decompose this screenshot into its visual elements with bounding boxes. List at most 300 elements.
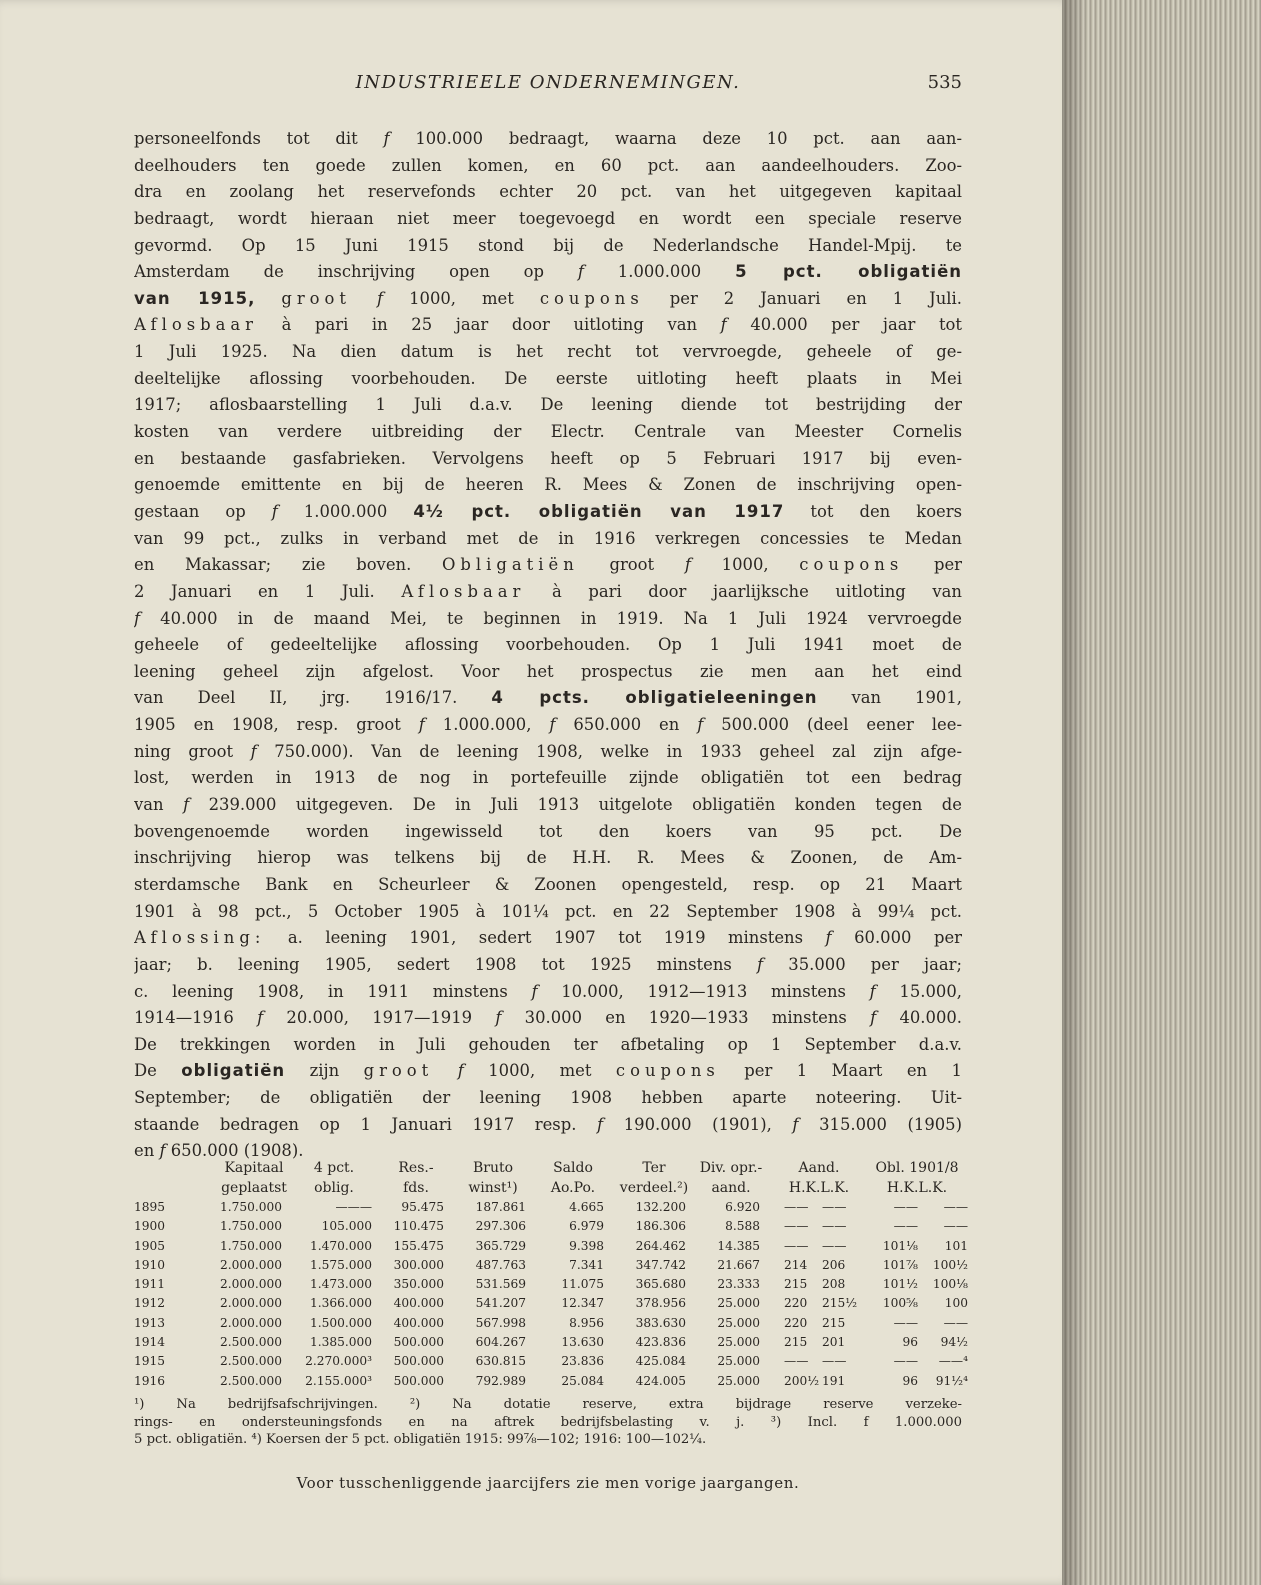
table-header-cell: fds. xyxy=(403,1180,429,1196)
table-cell: 541.207 xyxy=(475,1296,526,1311)
table-cell: 21.667 xyxy=(717,1257,760,1272)
text-run: 20.000, 1917—1919 xyxy=(263,1008,496,1028)
body-line xyxy=(134,712,962,739)
text-run: bovengenoemde worden ingewisseld tot den koers van 95 pct. De xyxy=(134,821,962,841)
table-cell: 96 xyxy=(902,1373,918,1388)
year-cell: 1914 xyxy=(134,1335,166,1350)
body-line xyxy=(134,259,962,286)
body-line xyxy=(134,606,962,633)
text-run: 1905 en 1908, resp. groot xyxy=(134,715,419,735)
text-run xyxy=(351,289,377,308)
florin-sign: f xyxy=(383,129,390,148)
table-cell: 378.956 xyxy=(635,1296,686,1311)
text-run: 500.000 (deel eener lee- xyxy=(703,715,962,735)
table-cell: 101½ xyxy=(882,1277,918,1292)
table-cell: —— xyxy=(893,1354,918,1369)
body-line xyxy=(134,153,962,180)
table-cell: 91½⁴ xyxy=(935,1373,968,1388)
table-cell: ——⁴ xyxy=(938,1354,968,1369)
text-run: leening geheel zijn afgelost. Voor het prospectus zie men aan het eind xyxy=(134,661,962,681)
text-run: van 1901, xyxy=(817,688,962,708)
table-cell: —— xyxy=(822,1238,847,1253)
text-run: 60.000 per xyxy=(831,928,962,948)
bold-term: 4½ pct. obligatiën van 1917 xyxy=(413,501,785,521)
text-run: geheele of gedeeltelijke aflossing voorbehouden. Op 1 Juli 1941 moet de xyxy=(134,635,962,655)
page-edges xyxy=(1062,0,1261,1585)
body-line xyxy=(134,579,962,606)
text-run: 315.000 (1905) xyxy=(798,1114,962,1134)
table-header-row xyxy=(134,1160,966,1180)
text-run: inschrijving hierop was telkens bij de H.H. R. Mees & Zoonen, de Am- xyxy=(134,848,962,868)
table-cell: 792.989 xyxy=(475,1373,526,1388)
table-cell: 2.155.000³ xyxy=(305,1373,372,1388)
table-cell: 424.005 xyxy=(635,1373,686,1388)
table-cell: 13.630 xyxy=(561,1335,604,1350)
table-cell: 110.475 xyxy=(393,1219,444,1234)
table-cell: 201 xyxy=(822,1335,846,1350)
body-text xyxy=(134,126,962,1165)
florin-sign: f xyxy=(684,555,691,575)
table-cell: 347.742 xyxy=(635,1257,686,1272)
table-cell: 25.000 xyxy=(717,1373,760,1388)
table-header-cell: Ao.Po. xyxy=(550,1180,596,1196)
table-cell: 220 xyxy=(784,1315,808,1330)
text-run: tot den koers xyxy=(784,501,962,521)
table-header-cell: geplaatst xyxy=(221,1180,287,1196)
text-run: 190.000 (1901), xyxy=(603,1114,793,1134)
text-run: per 1 Maart en 1 xyxy=(719,1061,962,1081)
table-cell: —— xyxy=(822,1354,847,1369)
table-cell: 604.267 xyxy=(475,1335,526,1350)
table-cell: 215 xyxy=(784,1335,808,1350)
spaced-term: coupons xyxy=(799,555,904,575)
table-cell: 300.000 xyxy=(393,1257,444,1272)
table-cell: 215 xyxy=(784,1277,808,1292)
florin-sign: f xyxy=(549,715,556,735)
table-header-cell: Bruto xyxy=(472,1160,514,1176)
text-run: September; de obligatiën der leening 1908 hebben aparte noteering. Uit- xyxy=(134,1088,962,1108)
year-cell: 1916 xyxy=(134,1373,166,1388)
table-cell: 215 xyxy=(822,1315,846,1330)
text-run xyxy=(255,289,281,308)
florin-sign: f xyxy=(183,795,190,815)
body-line xyxy=(134,126,962,153)
text-run: 239.000 uitgegeven. De in Juli 1913 uitgelote obligatiën konden tegen de xyxy=(189,795,962,815)
florin-sign: f xyxy=(869,981,876,1001)
body-line xyxy=(134,952,962,979)
running-title: INDUSTRIEELE ONDERNEMINGEN. xyxy=(355,72,741,93)
text-run xyxy=(433,1061,457,1080)
text-run: à pari door jaarlijksche uitloting van xyxy=(525,581,962,601)
spaced-term: coupons xyxy=(539,288,644,308)
table-cell: 6.920 xyxy=(725,1200,760,1214)
text-run: 1.000.000 xyxy=(277,501,414,521)
table-row xyxy=(134,1277,966,1296)
table-cell: 23.836 xyxy=(561,1354,604,1369)
text-run: 650.000 en xyxy=(555,715,698,735)
table-row xyxy=(134,1335,966,1354)
table-cell: 8.956 xyxy=(569,1315,604,1330)
year-cell: 1900 xyxy=(134,1219,166,1234)
body-line xyxy=(134,446,962,473)
table-header-cell: H.K.L.K. xyxy=(788,1180,850,1196)
text-run: 750.000). Van de leening 1908, welke in 1933 geheel zal zijn afge- xyxy=(256,741,962,761)
body-line xyxy=(134,1112,962,1139)
text-run: 1901 à 98 pct., 5 October 1905 à 101¼ pct. en 22 September 1908 à 99¼ pct. xyxy=(134,901,962,921)
text-run: lost, werden in 1913 de nog in portefeuille zijnde obligatiën tot een bedrag xyxy=(134,768,962,788)
florin-sign: f xyxy=(250,741,257,761)
florin-sign: f xyxy=(377,288,384,308)
table-header-cell: winst¹) xyxy=(468,1180,518,1196)
table-cell: 101⅛ xyxy=(882,1238,918,1253)
table-cell: 25.000 xyxy=(717,1315,760,1330)
table-cell: 101 xyxy=(944,1238,968,1253)
table-row xyxy=(134,1354,966,1373)
text-run: 35.000 per jaar; xyxy=(763,954,962,974)
body-line xyxy=(134,765,962,792)
text-run: 1917; aflosbaarstelling 1 Juli d.a.v. De leening diende tot bestrijding der xyxy=(134,395,962,415)
body-line xyxy=(134,792,962,819)
spaced-term: Aflosbaar xyxy=(134,315,259,335)
table-cell: 4.665 xyxy=(569,1200,604,1214)
table-cell: 1.750.000 xyxy=(219,1200,282,1214)
body-line xyxy=(134,925,962,952)
florin-sign: f xyxy=(271,501,278,521)
body-line xyxy=(134,233,962,260)
table-cell: 1.366.000 xyxy=(309,1296,372,1311)
table-cell: 95.475 xyxy=(401,1200,444,1214)
table-cell: 9.398 xyxy=(569,1238,604,1253)
footnote-line: ¹) Na bedrijfsafschrijvingen. ²) Na dotatie reserve, extra bijdrage reserve verzeke- xyxy=(134,1397,962,1412)
body-line xyxy=(134,472,962,499)
table-cell: 100⅛ xyxy=(932,1277,968,1292)
text-run: à pari in 25 jaar door uitloting van xyxy=(258,315,721,335)
text-run: staande bedragen op 1 Januari 1917 resp. xyxy=(134,1114,598,1134)
florin-sign: f xyxy=(257,1008,264,1028)
text-run: dra en zoolang het reservefonds echter 20 pct. van het uitgegeven kapitaal xyxy=(134,182,962,202)
table-cell: 400.000 xyxy=(393,1315,444,1330)
table-row xyxy=(134,1200,966,1219)
table-cell: 2.500.000 xyxy=(219,1335,282,1350)
text-run: genoemde emittente en bij de heeren R. Mees & Zonen de inschrijving open- xyxy=(134,475,962,495)
table-cell: 1.750.000 xyxy=(219,1219,282,1234)
spaced-term: groot xyxy=(363,1061,434,1081)
table-cell: 2.000.000 xyxy=(219,1296,282,1311)
body-line xyxy=(134,739,962,766)
table-cell: —— xyxy=(943,1315,968,1330)
table-row xyxy=(134,1239,966,1258)
table-header-cell: 4 pct. xyxy=(313,1160,355,1176)
text-run: De trekkingen worden in Juli gehouden ter afbetaling op 1 September d.a.v. xyxy=(134,1034,962,1054)
spaced-term: Aflosbaar xyxy=(401,581,526,601)
table-cell: 100⅝ xyxy=(882,1296,918,1311)
text-run: sterdamsche Bank en Scheurleer & Zoonen opengesteld, resp. op 21 Maart xyxy=(134,874,962,894)
text-run: 650.000 (1908). xyxy=(165,1141,304,1161)
text-run: 30.000 en 1920—1933 minstens xyxy=(501,1008,871,1028)
body-line xyxy=(134,632,962,659)
body-line xyxy=(134,392,962,419)
table-cell: 264.462 xyxy=(635,1238,686,1253)
table-cell: 350.000 xyxy=(393,1277,444,1292)
footnote-line: rings- en ondersteuningsfonds en na aftrek bedrijfsbelasting v. j. ³) Incl. f 1.000.000 xyxy=(134,1414,962,1430)
text-run: van xyxy=(134,795,184,815)
year-cell: 1915 xyxy=(134,1354,166,1369)
table-cell: 365.680 xyxy=(635,1277,686,1292)
table-cell: 105.000 xyxy=(321,1219,372,1234)
table-cell: 531.569 xyxy=(475,1277,526,1292)
body-line xyxy=(134,206,962,233)
table-header-cell: Saldo xyxy=(553,1160,593,1176)
text-run: bedraagt, wordt hieraan niet meer toegevoegd en wordt een speciale reserve xyxy=(134,208,962,228)
table-cell: 1.750.000 xyxy=(219,1238,282,1253)
body-line xyxy=(134,179,962,206)
body-line xyxy=(134,1085,962,1112)
bold-term: obligatiën xyxy=(181,1061,286,1081)
year-cell: 1910 xyxy=(134,1257,166,1272)
table-cell: 208 xyxy=(822,1277,846,1292)
text-run: 1.000.000 xyxy=(583,262,736,282)
table-cell: —— xyxy=(943,1200,968,1214)
table-cell: 186.306 xyxy=(635,1219,686,1234)
body-line xyxy=(134,1032,962,1059)
text-run: en Makassar; zie boven. xyxy=(134,555,442,575)
florin-sign: f xyxy=(825,928,832,948)
table-cell: 2.500.000 xyxy=(219,1373,282,1388)
table-cell: 132.200 xyxy=(635,1200,686,1214)
table-cell: 200½ xyxy=(784,1373,820,1388)
table-cell: 383.630 xyxy=(635,1315,686,1330)
bold-term: 4 pcts. obligatieleeningen xyxy=(491,688,818,708)
year-cell: 1895 xyxy=(134,1200,166,1214)
body-line xyxy=(134,499,962,526)
text-run: en xyxy=(134,1141,160,1161)
table-cell: —— xyxy=(893,1200,918,1214)
table-header-cell: verdeel.²) xyxy=(619,1180,689,1196)
table-cell: 155.475 xyxy=(393,1238,444,1253)
table-cell: 101⅞ xyxy=(882,1257,918,1272)
text-run: deelhouders ten goede zullen komen, en 60 pct. aan aandeelhouders. Zoo- xyxy=(134,155,962,175)
running-head xyxy=(134,72,962,102)
text-run: gevormd. Op 15 Juni 1915 stond bij de Nederlandsche Handel-Mpij. te xyxy=(134,235,962,255)
table-cell: —— xyxy=(822,1200,847,1214)
text-run: De xyxy=(134,1061,182,1081)
table-cell: ——— xyxy=(335,1200,372,1214)
table-cell: 2.270.000³ xyxy=(305,1354,372,1369)
table-header-cell: Div. opr.- xyxy=(699,1160,763,1176)
text-run: a. leening 1901, sedert 1907 tot 1919 minstens xyxy=(265,928,826,948)
text-run: personeelfonds tot dit xyxy=(134,129,384,148)
table-cell: 1.470.000 xyxy=(309,1238,372,1253)
body-line xyxy=(134,552,962,579)
bold-term: 5 pct. obligatiën xyxy=(735,262,962,282)
text-run: gestaan op xyxy=(134,501,272,521)
text-run: en bestaande gasfabrieken. Vervolgens heeft op 5 Februari 1917 bij even- xyxy=(134,448,962,468)
body-line xyxy=(134,979,962,1006)
body-line xyxy=(134,312,962,339)
florin-sign: f xyxy=(757,954,764,974)
table-cell: —— xyxy=(784,1354,809,1369)
florin-sign: f xyxy=(134,608,141,628)
table-cell: 2.000.000 xyxy=(219,1257,282,1272)
florin-sign: f xyxy=(418,715,425,735)
table-cell: 2.000.000 xyxy=(219,1315,282,1330)
table-cell: 365.729 xyxy=(475,1238,526,1253)
florin-sign: f xyxy=(697,715,704,735)
table-cell: 500.000 xyxy=(393,1373,444,1388)
table-cell: 1.473.000 xyxy=(309,1277,372,1292)
table-cell: 8.588 xyxy=(725,1219,760,1234)
text-run: 1000, xyxy=(690,555,800,575)
bold-term: van 1915, xyxy=(134,288,256,308)
table-cell: —— xyxy=(893,1219,918,1234)
table-header-cell: Kapitaal xyxy=(224,1160,284,1176)
closing-note: Voor tusschenliggende jaarcijfers zie men vorige jaargangen. xyxy=(296,1474,800,1492)
text-run: 40.000 in de maand Mei, te beginnen in 1919. Na 1 Juli 1924 vervroegde xyxy=(140,608,962,628)
table-cell: 425.084 xyxy=(635,1354,686,1369)
table-header-cell: Obl. 1901/8 xyxy=(875,1160,959,1176)
text-run: per xyxy=(903,555,962,575)
table-header-cell: Ter xyxy=(642,1160,666,1176)
text-run: deeltelijke aflossing voorbehouden. De eerste uitloting heeft plaats in Mei xyxy=(134,368,962,388)
table-cell: 1.385.000 xyxy=(309,1335,372,1350)
table-cell: 25.000 xyxy=(717,1335,760,1350)
text-run: kosten van verdere uitbreiding der Electr. Centrale van Meester Cornelis xyxy=(134,422,962,442)
table-cell: 215½ xyxy=(822,1296,858,1311)
table-cell: 7.341 xyxy=(569,1257,604,1272)
body-line xyxy=(134,845,962,872)
text-run: zijn xyxy=(285,1061,364,1081)
text-run: jaar; b. leening 1905, sedert 1908 tot 1925 minstens xyxy=(134,954,757,974)
table-cell: 6.979 xyxy=(569,1219,604,1234)
text-run: 10.000, 1912—1913 minstens xyxy=(537,981,870,1001)
year-cell: 1911 xyxy=(134,1277,166,1292)
table-cell: 1.500.000 xyxy=(309,1315,372,1330)
year-cell: 1912 xyxy=(134,1296,166,1311)
text-run: groot xyxy=(578,555,685,575)
table-row xyxy=(134,1316,966,1335)
body-line xyxy=(134,685,962,712)
text-run: 2 Januari en 1 Juli. xyxy=(134,581,402,601)
table-row xyxy=(134,1296,966,1315)
florin-sign: f xyxy=(577,262,584,282)
text-run: c. leening 1908, in 1911 minstens xyxy=(134,981,532,1001)
text-run: 15.000, xyxy=(875,981,962,1001)
table-cell: 2.000.000 xyxy=(219,1277,282,1292)
table-cell: 423.836 xyxy=(635,1335,686,1350)
table-cell: 23.333 xyxy=(717,1277,760,1292)
text-run: per 2 Januari en 1 Juli. xyxy=(643,288,962,308)
table-cell: 94½ xyxy=(940,1335,968,1350)
florin-sign: f xyxy=(792,1114,799,1134)
body-line xyxy=(134,872,962,899)
body-line xyxy=(134,899,962,926)
florin-sign: f xyxy=(531,981,538,1001)
florin-sign: f xyxy=(457,1061,464,1081)
table-cell: —— xyxy=(784,1219,809,1234)
table-cell: 2.500.000 xyxy=(219,1354,282,1369)
table-cell: 1.575.000 xyxy=(309,1257,372,1272)
text-run: van Deel II, jrg. 1916/17. xyxy=(134,688,492,708)
text-run: van 99 pct., zulks in verband met de in 1916 verkregen concessies te Medan xyxy=(134,528,962,548)
table-cell: 400.000 xyxy=(393,1296,444,1311)
body-line xyxy=(134,526,962,553)
table-cell: 11.075 xyxy=(561,1277,604,1292)
page-number: 535 xyxy=(927,72,962,93)
body-line xyxy=(134,366,962,393)
text-run: 40.000 per jaar tot xyxy=(726,315,962,335)
table-cell: 191 xyxy=(822,1373,846,1388)
spaced-term: groot xyxy=(281,288,352,308)
table-cell: 567.998 xyxy=(475,1315,526,1330)
text-run: 1914—1916 xyxy=(134,1008,258,1028)
body-line xyxy=(134,1058,962,1085)
florin-sign: f xyxy=(495,1008,502,1028)
table-row xyxy=(134,1374,966,1393)
florin-sign: f xyxy=(720,315,727,335)
table-cell: 630.815 xyxy=(475,1354,526,1369)
florin-sign: f xyxy=(597,1114,604,1134)
table-cell: 500.000 xyxy=(393,1354,444,1369)
table-cell: 297.306 xyxy=(475,1219,526,1234)
body-line xyxy=(134,1005,962,1032)
table-cell: 25.084 xyxy=(561,1373,604,1388)
body-line xyxy=(134,286,962,313)
table-row xyxy=(134,1219,966,1238)
table-cell: 487.763 xyxy=(475,1257,526,1272)
body-line xyxy=(134,819,962,846)
spaced-term: Obligatiën xyxy=(442,555,579,575)
body-line xyxy=(134,339,962,366)
table-cell: —— xyxy=(784,1238,809,1253)
text-run: 1000, met xyxy=(463,1061,616,1081)
table-header-cell: H.K.L.K. xyxy=(886,1180,948,1196)
spaced-term: Aflossing: xyxy=(134,928,266,948)
table-header-cell: aand. xyxy=(711,1180,751,1196)
florin-sign: f xyxy=(159,1141,166,1161)
text-run: 100.000 bedraagt, waarna deze 10 pct. aan aan- xyxy=(389,129,962,148)
table-header-cell: oblig. xyxy=(314,1180,354,1196)
body-line xyxy=(134,659,962,686)
body-line xyxy=(134,419,962,446)
table-cell: 14.385 xyxy=(717,1238,760,1253)
table-cell: —— xyxy=(784,1200,809,1214)
table-cell: 206 xyxy=(822,1257,846,1272)
table-cell: 12.347 xyxy=(561,1296,604,1311)
year-cell: 1913 xyxy=(134,1315,166,1330)
text-run: ning groot xyxy=(134,741,251,761)
gutter-shadow xyxy=(1062,0,1086,1585)
text-run: 40.000. xyxy=(876,1008,962,1028)
table-cell: 100 xyxy=(944,1296,968,1311)
table-cell: —— xyxy=(893,1315,918,1330)
footnotes xyxy=(134,1396,962,1449)
table-row xyxy=(134,1258,966,1277)
text-run: Amsterdam de inschrijving open op xyxy=(134,262,578,282)
spaced-term: coupons xyxy=(615,1061,720,1081)
table-cell: 220 xyxy=(784,1296,808,1311)
table-cell: 500.000 xyxy=(393,1335,444,1350)
table-cell: —— xyxy=(943,1219,968,1234)
text-run: 1000, met xyxy=(383,288,540,308)
table-header-cell: Aand. xyxy=(798,1160,840,1176)
table-cell: 96 xyxy=(902,1335,918,1350)
table-cell: 187.861 xyxy=(475,1200,526,1214)
financial-table xyxy=(134,1160,966,1393)
florin-sign: f xyxy=(870,1008,877,1028)
table-cell: 214 xyxy=(784,1257,808,1272)
text-run: 1.000.000, xyxy=(424,715,550,735)
text-run: 1 Juli 1925. Na dien datum is het recht tot vervroegde, geheele of ge- xyxy=(134,342,962,362)
